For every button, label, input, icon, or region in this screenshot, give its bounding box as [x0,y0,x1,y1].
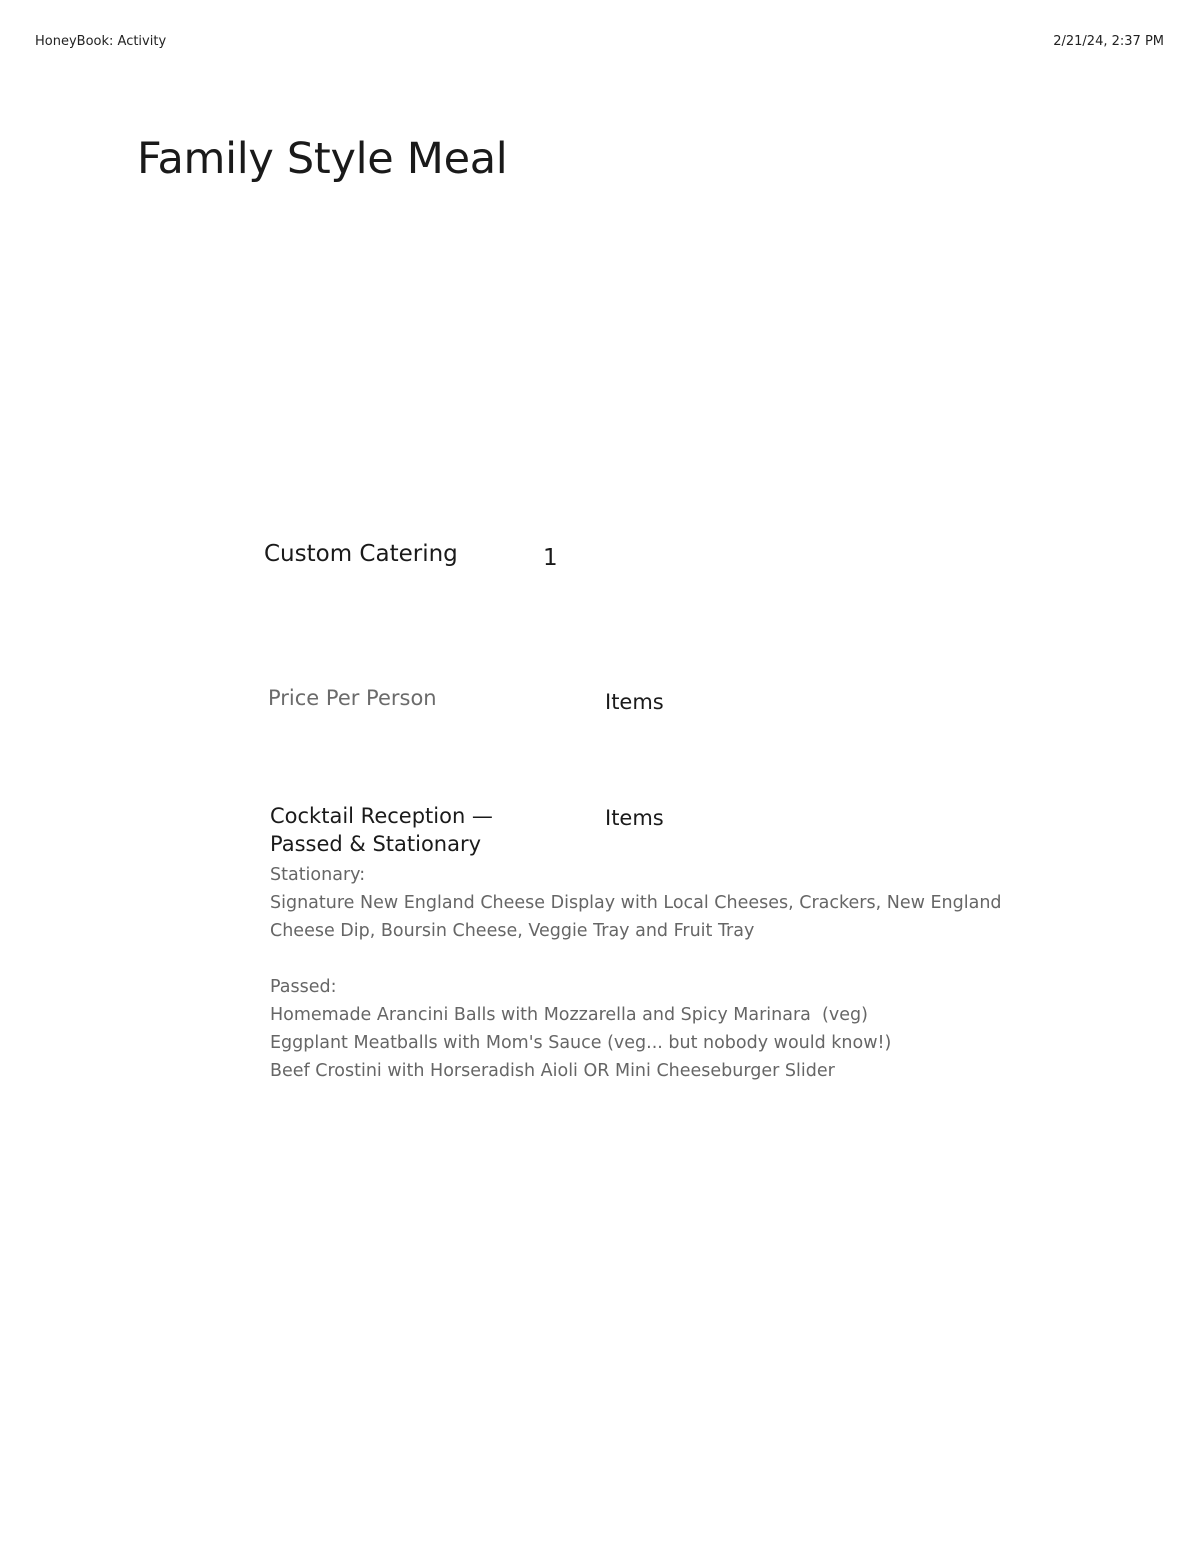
package-name: Custom Catering [264,541,458,567]
section-title-line2: Passed & Stationary [270,832,482,856]
stationary-line: Signature New England Cheese Display with Local Cheeses, Crackers, New England [270,893,1002,913]
print-header [35,34,1164,52]
passed-item: Beef Crostini with Horseradish Aioli OR Mini Cheeseburger Slider [270,1061,835,1081]
passed-item: Homemade Arancini Balls with Mozzarella and Spicy Marinara (veg) [270,1005,868,1025]
passed-item: Eggplant Meatballs with Mom's Sauce (veg... but nobody would know!) [270,1033,892,1053]
print-header-title: HoneyBook: Activity [35,34,167,49]
section-title-line1: Cocktail Reception — [270,804,493,828]
section-title [270,802,530,858]
price-unit-label: Items [605,690,664,714]
stationary-heading: Stationary: [270,865,366,885]
section-unit-label: Items [605,806,664,830]
passed-heading: Passed: [270,977,337,997]
price-per-person-label: Price Per Person [268,686,437,710]
package-quantity: 1 [543,545,558,571]
section-description [270,861,1010,1085]
page-title: Family Style Meal [137,134,508,184]
stationary-line: Cheese Dip, Boursin Cheese, Veggie Tray and Fruit Tray [270,921,755,941]
print-header-datetime: 2/21/24, 2:37 PM [1053,34,1164,49]
blank-line [270,945,1010,973]
